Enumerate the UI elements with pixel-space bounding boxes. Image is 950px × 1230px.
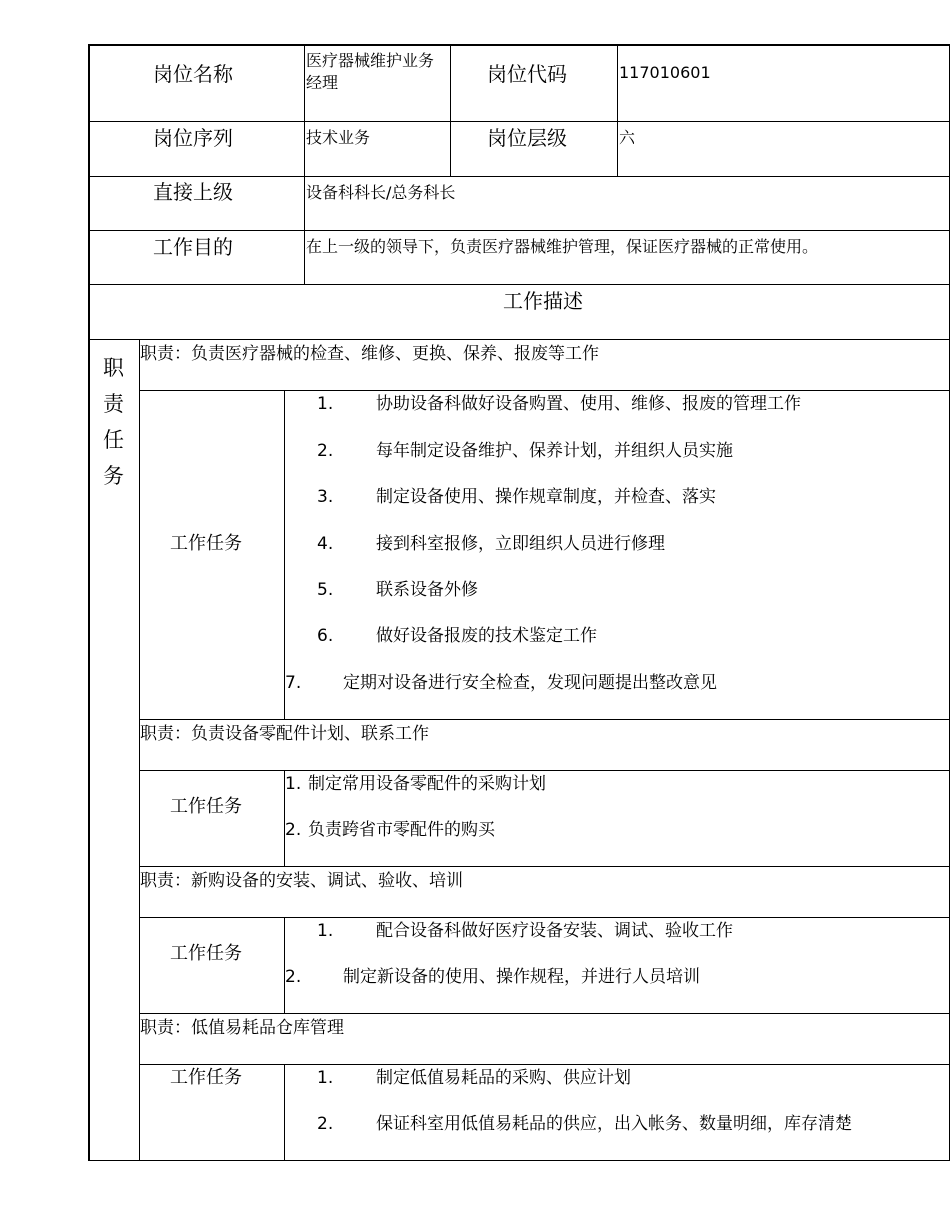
task-label: 工作任务 (170, 1067, 242, 1088)
task-text: 制定新设备的使用、操作规程，并进行人员培训 (343, 967, 700, 987)
task-text: 做好设备报废的技术鉴定工作 (376, 626, 597, 646)
duty-vertical-char: 任 (103, 428, 124, 452)
task-text: 制定常用设备零配件的采购计划 (308, 774, 546, 794)
duty-title: 职责：负责医疗器械的检查、维修、更换、保养、报废等工作 (140, 344, 599, 364)
rule (284, 390, 285, 719)
rule (139, 1013, 950, 1014)
task-number: 5. (317, 580, 334, 600)
position-level-label: 岗位层级 (487, 126, 567, 150)
rule (284, 917, 285, 1013)
purpose-value: 在上一级的领导下，负责医疗器械维护管理，保证医疗器械的正常使用。 (306, 237, 819, 256)
duty-vertical-char: 务 (103, 464, 124, 488)
task-text: 每年制定设备维护、保养计划，并组织人员实施 (376, 441, 733, 461)
rule (139, 390, 950, 391)
task-number: 1. (285, 774, 302, 794)
border-top (88, 44, 950, 46)
task-number: 2. (317, 1114, 334, 1134)
task-label: 工作任务 (170, 796, 242, 817)
job-description-document (88, 44, 950, 1161)
duty-vertical-label (88, 350, 139, 494)
task-number: 6. (317, 626, 334, 646)
duty-vertical-char: 责 (103, 392, 124, 416)
rule (139, 1064, 950, 1065)
task-number: 3. (317, 487, 334, 507)
position-series-value: 技术业务 (306, 128, 371, 147)
duty-title: 职责：低值易耗品仓库管理 (140, 1018, 344, 1038)
position-name-label: 岗位名称 (153, 62, 233, 86)
rule (304, 44, 305, 284)
task-number: 1. (317, 394, 334, 414)
description-title: 工作描述 (503, 289, 583, 313)
position-name-value: 医疗器械维护业务经理 (306, 51, 435, 92)
rule (139, 770, 950, 771)
border-bottom (88, 1160, 950, 1162)
task-label: 工作任务 (170, 533, 242, 554)
rule (88, 339, 950, 340)
position-code-label: 岗位代码 (487, 62, 567, 86)
task-text: 联系设备外修 (376, 580, 478, 600)
rule (139, 719, 950, 720)
task-text: 制定低值易耗品的采购、供应计划 (376, 1068, 631, 1088)
task-text: 负责跨省市零配件的购买 (308, 820, 495, 840)
border-left (88, 44, 90, 1161)
task-number: 7. (285, 673, 302, 693)
duty-title: 职责：负责设备零配件计划、联系工作 (140, 724, 429, 744)
rule (284, 1064, 285, 1161)
task-number: 2. (317, 441, 334, 461)
task-text: 定期对设备进行安全检查，发现问题提出整改意见 (343, 673, 717, 693)
task-label: 工作任务 (170, 943, 242, 964)
duty-title: 职责：新购设备的安装、调试、验收、培训 (140, 871, 463, 891)
rule (450, 44, 451, 176)
position-level-value: 六 (619, 128, 636, 147)
duty-vertical-char: 职 (103, 356, 124, 380)
task-text: 保证科室用低值易耗品的供应，出入帐务、数量明细，库存清楚 (376, 1114, 852, 1134)
task-number: 2. (285, 820, 302, 840)
rule (617, 44, 618, 176)
supervisor-value: 设备科科长/总务科长 (306, 183, 456, 202)
task-text: 配合设备科做好医疗设备安装、调试、验收工作 (376, 921, 733, 941)
rule (139, 917, 950, 918)
position-series-label: 岗位序列 (153, 126, 233, 150)
task-number: 4. (317, 534, 334, 554)
rule (88, 284, 950, 285)
task-number: 1. (317, 921, 334, 941)
task-text: 制定设备使用、操作规章制度，并检查、落实 (376, 487, 716, 507)
task-number: 1. (317, 1068, 334, 1088)
rule (88, 121, 950, 122)
rule (139, 866, 950, 867)
task-text: 协助设备科做好设备购置、使用、维修、报废的管理工作 (376, 394, 801, 414)
position-code-value: 117010601 (619, 63, 711, 82)
rule (88, 230, 950, 231)
task-text: 接到科室报修，立即组织人员进行修理 (376, 534, 665, 554)
supervisor-label: 直接上级 (153, 180, 233, 204)
task-number: 2. (285, 967, 302, 987)
purpose-label: 工作目的 (153, 235, 233, 259)
rule (88, 176, 950, 177)
